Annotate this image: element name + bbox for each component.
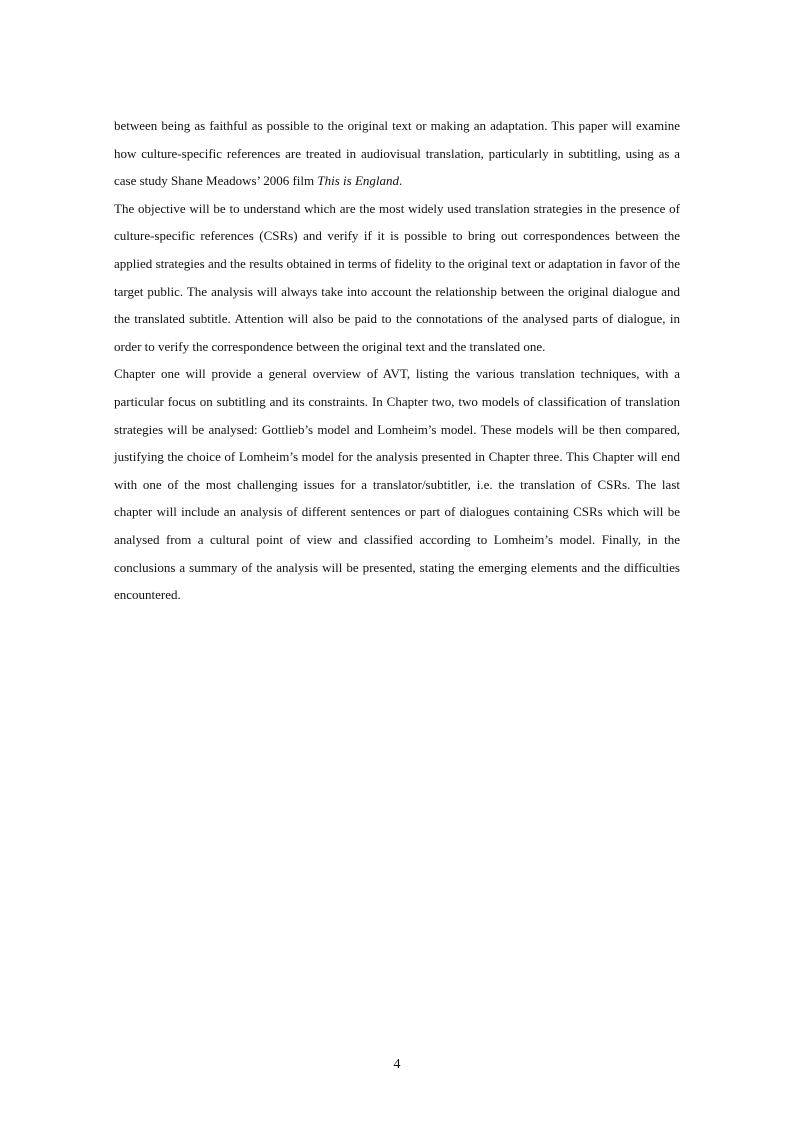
paragraph-intro-continuation — [114, 112, 680, 195]
page-number: 4 — [393, 1057, 401, 1072]
paragraph-intro-text: between being as faithful as possible to the original text or making an adaptation. This paper will examine how culture-specific references are treated in audiovisual translation, particularly in subtitling, using as a case study Shane Meadows’ 2006 film — [114, 118, 680, 189]
film-title: This is England — [317, 173, 400, 189]
body-text — [114, 112, 680, 609]
paragraph-objective: The objective will be to understand which are the most widely used translation strategies in the presence of culture-specific references (CSRs) and verify if it is possible to bring out correspondences between the applied strategies and the results obtained in terms of fidelity to the original text or adaptation in favor of the target public. The analysis will always take into account the relationship between the original dialogue and the translated subtitle. Attention will also be paid to the connotations of the analysed parts of dialogue, in order to verify the correspondence between the original text and the translated one. — [114, 200, 680, 354]
paragraph-intro-end: . — [399, 173, 403, 189]
paragraph-chapter-overview: Chapter one will provide a general overview of AVT, listing the various translation techniques, with a particular focus on subtitling and its constraints. In Chapter two, two models of classification of translation strategies will be analysed: Gottlieb’s model and Lomheim’s model. These models will be then compared, justifying the choice of Lomheim’s model for the analysis presented in Chapter three. This Chapter will end with one of the most challenging issues for a translator/subtitler, i.e. the translation of CSRs. The last chapter will include an analysis of different sentences or part of dialogues containing CSRs which will be analysed from a cultural point of view and classified according to Lomheim’s model. Finally, in the conclusions a summary of the analysis will be presented, stating the emerging elements and the difficulties encountered. — [114, 366, 680, 603]
